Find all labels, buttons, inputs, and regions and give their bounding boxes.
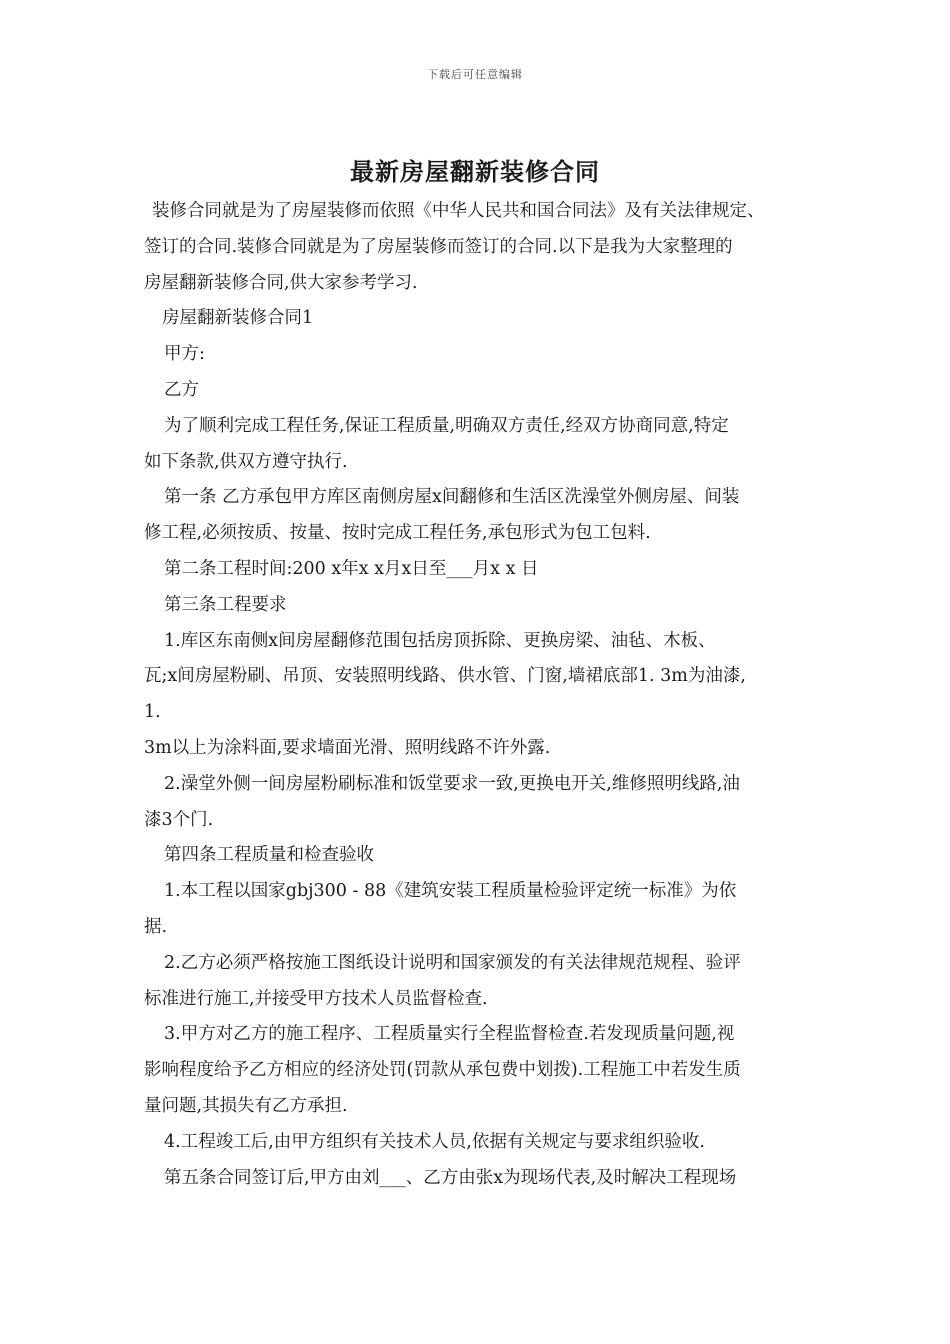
text-line: 第五条合同签订后,甲方由刘___、乙方由张x为现场代表,及时解决工程现场 — [164, 1167, 737, 1188]
text-line: 房屋翻新装修合同1 — [162, 308, 314, 329]
document-body — [144, 194, 812, 1196]
text-line: 2.澡堂外侧一间房屋粉刷标准和饭堂要求一致,更换电开关,维修照明线路,油 — [164, 773, 740, 794]
header-note: 下载后可任意编辑 — [427, 68, 523, 81]
text-line: 标准进行施工,并接受甲方技术人员监督检查. — [144, 988, 488, 1009]
text-line: 房屋翻新装修合同,供大家参考学习. — [144, 272, 418, 293]
text-line: 装修合同就是为了房屋装修而依照《中华人民共和国合同法》及有关法律规定、 — [152, 201, 765, 221]
text-line: 第四条工程质量和检查验收 — [164, 845, 374, 866]
text-line: 3m以上为涂料面,要求墙面光滑、照明线路不许外露. — [144, 737, 551, 758]
text-line: 甲方: — [164, 344, 205, 365]
text-line: 影响程度给予乙方相应的经济处罚(罚款从承包费中划拨).工程施工中若发生质 — [144, 1060, 741, 1081]
text-line: 修工程,必须按质、按量、按时完成工程任务,承包形式为包工包料. — [144, 523, 651, 544]
text-line: 3.甲方对乙方的施工程序、工程质量实行全程监督检查.若发现质量问题,视 — [164, 1024, 735, 1045]
text-line: 2.乙方必须严格按施工图纸设计说明和国家颁发的有关法律规范规程、验评 — [164, 952, 741, 973]
text-line: 据. — [144, 916, 168, 937]
text-line: 如下条款,供双方遵守执行. — [144, 451, 348, 472]
text-line: 为了顺利完成工程任务,保证工程质量,明确双方责任,经双方协商同意,特定 — [164, 415, 729, 436]
document-title: 最新房屋翻新装修合同 — [350, 157, 600, 186]
text-line: 第二条工程时间:200 x年x x月x日至___月x x 日 — [164, 558, 539, 579]
text-line: 签订的合同.装修合同就是为了房屋装修而签订的合同.以下是我为大家整理的 — [144, 236, 733, 257]
text-line: 第三条工程要求 — [164, 594, 287, 615]
text-line: 1. — [144, 702, 161, 723]
text-line: 4.工程竣工后,由甲方组织有关技术人员,依据有关规定与要求组织验收. — [164, 1131, 705, 1152]
text-line: 1.库区东南侧x间房屋翻修范围包括房顶拆除、更换房梁、油毡、木板、 — [164, 630, 716, 651]
text-line: 漆3个门. — [144, 809, 214, 830]
text-line: 第一条 乙方承包甲方库区南侧房屋x间翻修和生活区洗澡堂外侧房屋、间装 — [164, 487, 740, 508]
text-line: 瓦;x间房屋粉刷、吊顶、安装照明线路、供水管、门窗,墙裙底部1. 3m为油漆, — [144, 666, 746, 687]
text-line: 乙方 — [164, 379, 199, 400]
text-line: 1.本工程以国家gbj300 - 88《建筑安装工程质量检验评定统一标准》为依 — [164, 881, 737, 902]
text-line: 量问题,其损失有乙方承担. — [144, 1095, 348, 1116]
